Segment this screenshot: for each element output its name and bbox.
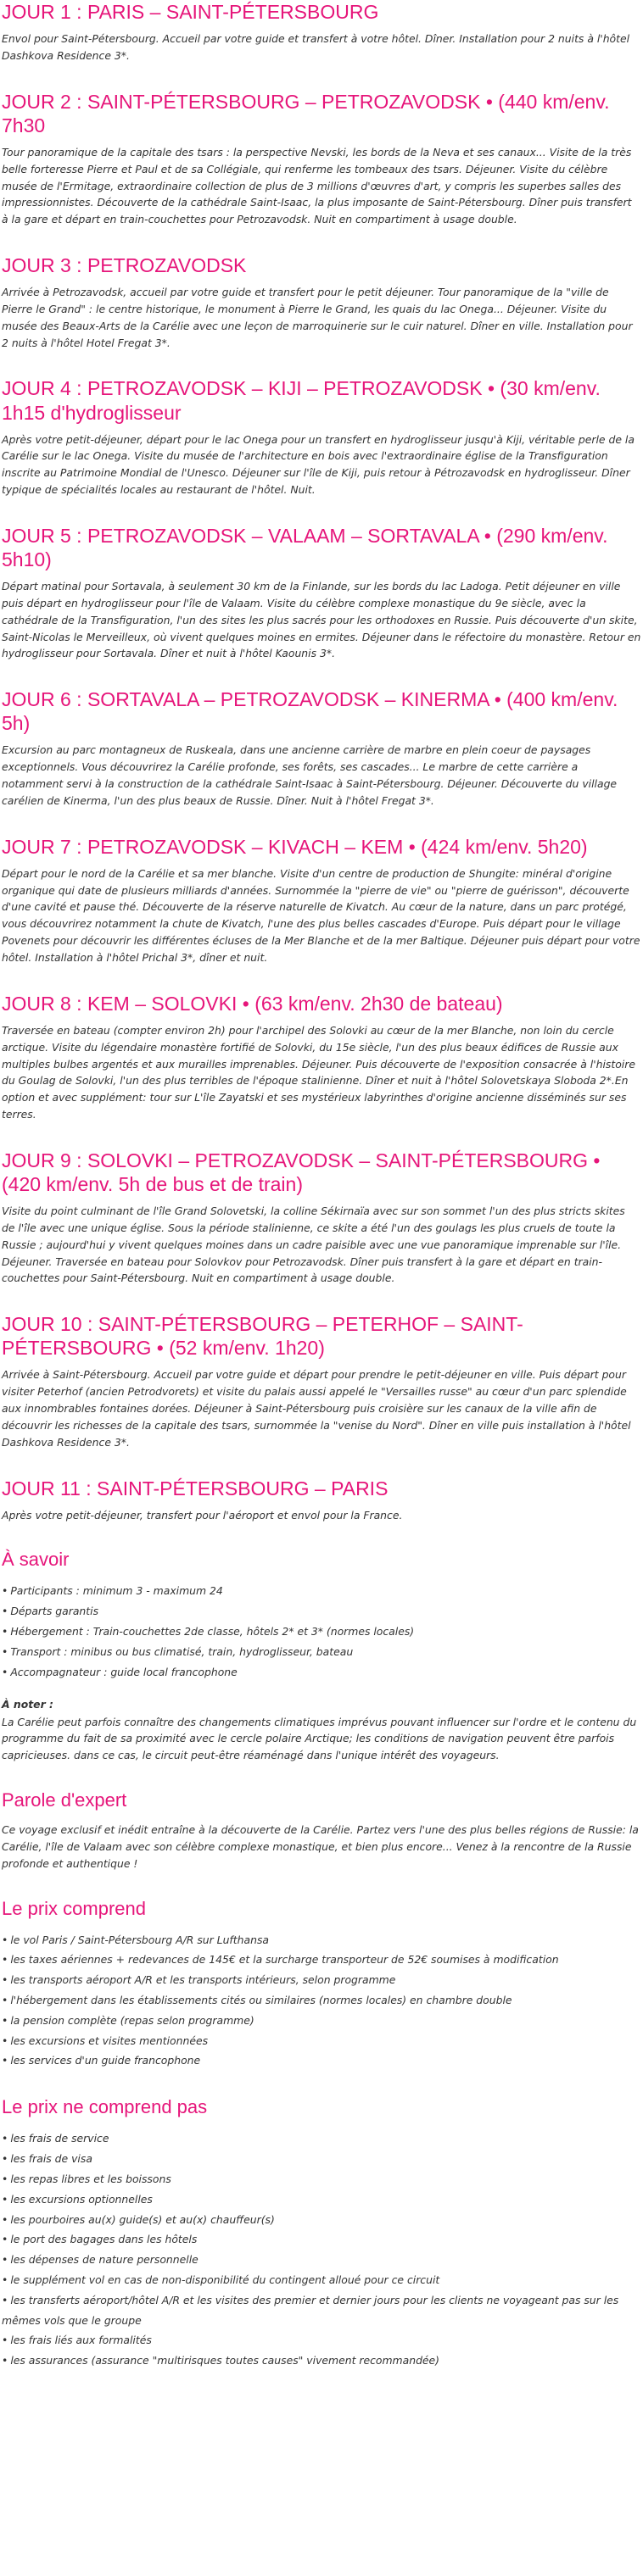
- list-item: [2, 1950, 641, 1970]
- bullet-icon: •: [2, 2034, 8, 2047]
- item-text: Participants : minimum 3 - maximum 24: [10, 1584, 223, 1598]
- bullet-icon: •: [2, 2354, 8, 2367]
- item-text: Hébergement : Train-couchettes 2de classe, hôtels 2* et 3* (normes locales): [10, 1625, 415, 1639]
- item-text: les frais de visa: [10, 2152, 92, 2166]
- day-11: [2, 1477, 641, 1524]
- day-2: [2, 90, 641, 228]
- note-title: À noter :: [2, 1697, 53, 1711]
- day-title: JOUR 10 : SAINT-PÉTERSBOURG – PETERHOF – SAINT-PÉTERSBOURG • (52 km/env. 1h20): [2, 1313, 523, 1360]
- savoir-list: [2, 1581, 641, 1682]
- day-title: JOUR 4 : PETROZAVODSK – KIJI – PETROZAVODSK • (30 km/env. 1h15 d'hydroglisseur: [2, 377, 601, 424]
- day-text: Tour panoramique de la capitale des tsars : la perspective Nevski, les bords de la Neva et ses canaux... Visite de la très belle forteresse Pierre et Paul et de sa Collégiale, qui renferme les tombeaux des tsars. Déjeuner. Visite du célèbre musée de l'Ermitage, extraordinaire collection de plus de 3 millions d'œuvres d'art, y compris les superbes salles des impressionnistes. Découverte de la cathédrale Saint-Isaac, la plus imposante de Saint-Pétersbourg. Dîner puis transfert à la gare et départ en train-couchettes pour Petrozavodsk. Nuit en compartiment à usage double.: [2, 145, 632, 226]
- day-text: Départ matinal pour Sortavala, à seulement 30 km de la Finlande, sur les bords du lac Ladoga. Petit déjeuner en ville puis départ en hydroglisseur pour l'île de Valaam. Visite du célèbre complexe monastique du 9e siècle, avec la cathédrale de la Transfiguration, l'un des sites les plus sacrés pour les orthodoxes en Russie. Puis découverte d'un skite, Saint-Nicolas le Merveilleux, où vivent quelques moines en ermites. Déjeuner dans le réfectoire du monastère. Retour en hydroglisseur pour Sortavala. Dîner et nuit à l'hôtel Kaounis 3*.: [2, 580, 641, 660]
- item-text: les dépenses de nature personnelle: [10, 2253, 198, 2267]
- bullet-icon: •: [2, 2212, 8, 2226]
- day-title: JOUR 9 : SOLOVKI – PETROZAVODSK – SAINT-PÉTERSBOURG • (420 km/env. 5h de bus et de train): [2, 1149, 601, 1195]
- day-title: JOUR 11 : SAINT-PÉTERSBOURG – PARIS: [2, 1477, 389, 1499]
- bullet-icon: •: [2, 1665, 8, 1678]
- day-title: JOUR 8 : KEM – SOLOVKI • (63 km/env. 2h30 de bateau): [2, 992, 503, 1015]
- day-8: [2, 992, 641, 1123]
- item-text: les services d'un guide francophone: [10, 2054, 201, 2067]
- item-text: Départs garantis: [10, 1605, 99, 1618]
- list-item: [2, 2229, 641, 2250]
- item-text: les transports aéroport A/R et les transports intérieurs, selon programme: [10, 1973, 396, 1987]
- day-1: [2, 0, 641, 64]
- day-text: Visite du point culminant de l'île Grand Solovetski, la colline Sékirnaïa avec sur son sommet l'un des plus stricts skites de l'île avec une unique église. Sous la période stalinienne, ce skite a été l'un des goulags les plus cruels de toute la Russie ; aujourd'hui y vivent quelques moines dans un cadre paisible avec une vue panoramique imprenable sur l'île. Déjeuner. Traversée en bateau pour Solovkov pour Petrozavodsk. Dîner puis transfert à la gare et départ en train-couchettes pour Saint-Pétersbourg. Nuit en compartiment à usage double.: [2, 1205, 625, 1285]
- list-item: [2, 2128, 641, 2149]
- section-title: À savoir: [2, 1549, 70, 1571]
- bullet-icon: •: [2, 1994, 8, 2007]
- section-title: Le prix comprend: [2, 1897, 146, 1919]
- day-7: [2, 835, 641, 966]
- bullet-icon: •: [2, 2253, 8, 2267]
- bullet-icon: •: [2, 1953, 8, 1967]
- day-title: JOUR 2 : SAINT-PÉTERSBOURG – PETROZAVODSK • (440 km/env. 7h30: [2, 90, 610, 136]
- day-9: [2, 1149, 641, 1287]
- list-item: [2, 2031, 641, 2051]
- bullet-icon: •: [2, 1625, 8, 1639]
- day-4: [2, 376, 641, 498]
- day-6: [2, 687, 641, 809]
- item-text: les transferts aéroport/hôtel A/R et les visites des premier et dernier jours pour les clients ne voyageant pas sur les mêmes vols que le groupe: [2, 2293, 619, 2327]
- item-text: le supplément vol en cas de non-disponibilité du contingent alloué pour ce circuit: [10, 2273, 440, 2286]
- item-text: la pension complète (repas selon programme): [10, 2013, 254, 2027]
- list-item: [2, 1970, 641, 1990]
- item-text: le vol Paris / Saint-Pétersbourg A/R sur Lufthansa: [10, 1933, 269, 1946]
- item-text: les repas libres et les boissons: [10, 2172, 171, 2185]
- bullet-icon: •: [2, 2132, 8, 2145]
- section-prix-ne-comprend-pas: [2, 2096, 641, 2371]
- bullet-icon: •: [2, 2334, 8, 2347]
- bullet-icon: •: [2, 1973, 8, 1987]
- section-a-savoir: [2, 1549, 641, 1764]
- list-item: [2, 2011, 641, 2031]
- day-title: JOUR 7 : PETROZAVODSK – KIVACH – KEM • (424 km/env. 5h20): [2, 835, 588, 858]
- list-item: [2, 2189, 641, 2210]
- section-title: Parole d'expert: [2, 1789, 127, 1811]
- bullet-icon: •: [2, 2293, 8, 2306]
- item-text: les excursions optionnelles: [10, 2192, 153, 2206]
- section-parole-expert: [2, 1789, 641, 1872]
- list-item: [2, 2250, 641, 2270]
- day-text: Envol pour Saint-Pétersbourg. Accueil par votre guide et transfert à votre hôtel. Dîner. Installation pour 2 nuits à l'hôtel Dashkova Residence 3*.: [2, 32, 630, 62]
- list-item: [2, 1990, 641, 2011]
- item-text: les frais de service: [10, 2132, 109, 2145]
- day-text: Excursion au parc montagneux de Ruskeala, dans une ancienne carrière de marbre en plein coeur de paysages exceptionnels. Vous découvrirez la Carélie profonde, ses forêts, ses cascades... Le marbre de cette carrière a notamment servi à la construction de la cathédrale Saint-Isaac à Saint-Pétersbourg. Déjeuner. Découverte du village carélien de Kinerma, l'un des plus beaux de Russie. Dîner. Nuit à l'hôtel Fregat 3*.: [2, 743, 618, 807]
- list-item: [2, 1622, 641, 1642]
- list-item: [2, 2330, 641, 2351]
- section-title: Le prix ne comprend pas: [2, 2096, 208, 2118]
- bullet-icon: •: [2, 2013, 8, 2027]
- list-item: [2, 2351, 641, 2371]
- list-item: [2, 2169, 641, 2189]
- bullet-icon: •: [2, 2152, 8, 2166]
- day-10: [2, 1312, 641, 1450]
- list-item: [2, 1601, 641, 1622]
- day-text: Arrivée à Petrozavodsk, accueil par votre guide et transfert pour le petit déjeuner. Tour panoramique de la "ville de Pierre le Grand" : le centre historique, le monument à Pierre le Grand, les quais du lac Onega... Déjeuner. Visite du musée des Beaux-Arts de la Carélie avec une leçon de marroquinerie sur le cuir naturel. Dîner en ville. Installation pour 2 nuits à l'hôtel Hotel Fregat 3*.: [2, 286, 633, 349]
- bullet-icon: •: [2, 1933, 8, 1946]
- bullet-icon: •: [2, 1644, 8, 1658]
- list-item: [2, 1642, 641, 1662]
- note-text: La Carélie peut parfois connaître des changements climatiques imprévus pouvant influencer sur l'ordre et le contenu du programme du fait de sa proximité avec le cercle polaire Arctique; les conditions de navigation peuvent être parfois capricieuses. dans ce cas, le circuit peut-être réaménagé dans l'unique intérêt des voyageurs.: [2, 1715, 637, 1762]
- itinerary: [2, 0, 641, 1523]
- item-text: les frais liés aux formalités: [10, 2334, 152, 2347]
- list-item: [2, 2270, 641, 2290]
- item-text: les taxes aériennes + redevances de 145€ et la surcharge transporteur de 52€ soumises à modification: [10, 1953, 559, 1967]
- item-text: les pourboires au(x) guide(s) et au(x) chauffeur(s): [10, 2212, 275, 2226]
- day-5: [2, 524, 641, 662]
- day-text: Traversée en bateau (compter environ 2h) pour l'archipel des Solovki au cœur de la mer Blanche, non loin du cercle arctique. Visite du légendaire monastère fortifié de Solovki, du 15e siècle, l'un des plus beaux édifices de Russie aux multiples bulbes argentés et aux murailles imprenables. Déjeuner. Puis découverte de l'exposition consacrée à l'histoire du Goulag de Solovki, l'un des plus terribles de l'époque stalinienne. Dîner et nuit à l'hôtel Solovetskaya Sloboda 2*.En option et avec supplément: tour sur L'île Zayatski et ses mystérieux labyrinthes d'origine ancienne disséminés sur ses terres.: [2, 1023, 635, 1121]
- bullet-icon: •: [2, 2273, 8, 2286]
- bullet-icon: •: [2, 2192, 8, 2206]
- item-text: les assurances (assurance "multirisques toutes causes" vivement recommandée): [10, 2354, 440, 2367]
- list-item: [2, 2210, 641, 2230]
- item-text: l'hébergement dans les établissements cités ou similaires (normes locales) en chambre double: [10, 1994, 512, 2007]
- bullet-icon: •: [2, 1584, 8, 1598]
- day-3: [2, 253, 641, 351]
- bullet-icon: •: [2, 2054, 8, 2067]
- list-item: [2, 2290, 641, 2331]
- list-item: [2, 1930, 641, 1950]
- list-item: [2, 2050, 641, 2071]
- list-item: [2, 1662, 641, 1683]
- bullet-icon: •: [2, 1605, 8, 1618]
- day-text: Après votre petit-déjeuner, transfert pour l'aéroport et envol pour la France.: [2, 1508, 403, 1522]
- expert-text: Ce voyage exclusif et inédit entraîne à la découverte de la Carélie. Partez vers l'une des plus belles régions de Russie: la Carélie, l'île de Valaam avec son célèbre complexe monastique, et bien plus encore... Venez à la rencontre de la Russie profonde et authentique !: [2, 1823, 639, 1870]
- list-item: [2, 1581, 641, 1601]
- day-text: Départ pour le nord de la Carélie et sa mer blanche. Visite d'un centre de production de Shungite: minéral d'origine organique qui date de plusieurs milliards d'années. Surnommée la "pierre de vie" ou "pierre de guérisson", découverte d'une cavité et pause thé. Découverte de la réserve naturelle de Kivatch. Au cœur de la nature, dans un parc protégé, vous découvrirez notamment la chute de Kivatch, l'une des plus belles cascades d'Europe. Puis départ pour le village Povenets pour découvrir les différentes écluses de la Mer Blanche et de la mer Baltique. Déjeuner puis départ pour votre hôtel. Installation à l'hôtel Prichal 3*, dîner et nuit.: [2, 866, 640, 964]
- day-text: Après votre petit-déjeuner, départ pour le lac Onega pour un transfert en hydroglisseur jusqu'à Kiji, véritable perle de la Carélie sur le lac Onega. Visite du musée de l'architecture en bois avec l'extraordinaire église de la Transfiguration inscrite au Patrimoine Mondial de l'Unesco. Déjeuner sur l'île de Kiji, puis retour à Pétrozavodsk en hydroglisseur. Dîner typique de spécialités locales au restaurant de l'hôtel. Nuit.: [2, 432, 635, 497]
- day-text: Arrivée à Saint-Pétersbourg. Accueil par votre guide et départ pour prendre le petit-déjeuner en ville. Puis départ pour visiter Peterhof (ancien Petrodvorets) et visite du palais aussi appelé le "Versailles russe" au cœur d'un parc splendide aux innombrables fontaines dorées. Déjeuner à Saint-Pétersbourg puis croisière sur les canaux de la ville afin de découvrir les richesses de la capitale des tsars, surnommée la "venise du Nord". Dîner en ville puis installation à l'hôtel Dashkova Residence 3*.: [2, 1368, 631, 1449]
- item-text: Transport : minibus ou bus climatisé, train, hydroglisseur, bateau: [10, 1644, 354, 1658]
- bullet-icon: •: [2, 2172, 8, 2185]
- day-title: JOUR 1 : PARIS – SAINT-PÉTERSBOURG: [2, 1, 379, 23]
- day-title: JOUR 5 : PETROZAVODSK – VALAAM – SORTAVALA • (290 km/env. 5h10): [2, 524, 608, 570]
- section-prix-comprend: [2, 1898, 641, 2072]
- item-text: les excursions et visites mentionnées: [10, 2034, 209, 2047]
- item-text: le port des bagages dans les hôtels: [10, 2233, 198, 2246]
- bullet-icon: •: [2, 2233, 8, 2246]
- list-item: [2, 2149, 641, 2169]
- item-text: Accompagnateur : guide local francophone: [10, 1665, 238, 1678]
- noprix-list: [2, 2128, 641, 2371]
- prix-list: [2, 1930, 641, 2072]
- day-title: JOUR 6 : SORTAVALA – PETROZAVODSK – KINERMA • (400 km/env. 5h): [2, 688, 618, 735]
- day-title: JOUR 3 : PETROZAVODSK: [2, 254, 247, 277]
